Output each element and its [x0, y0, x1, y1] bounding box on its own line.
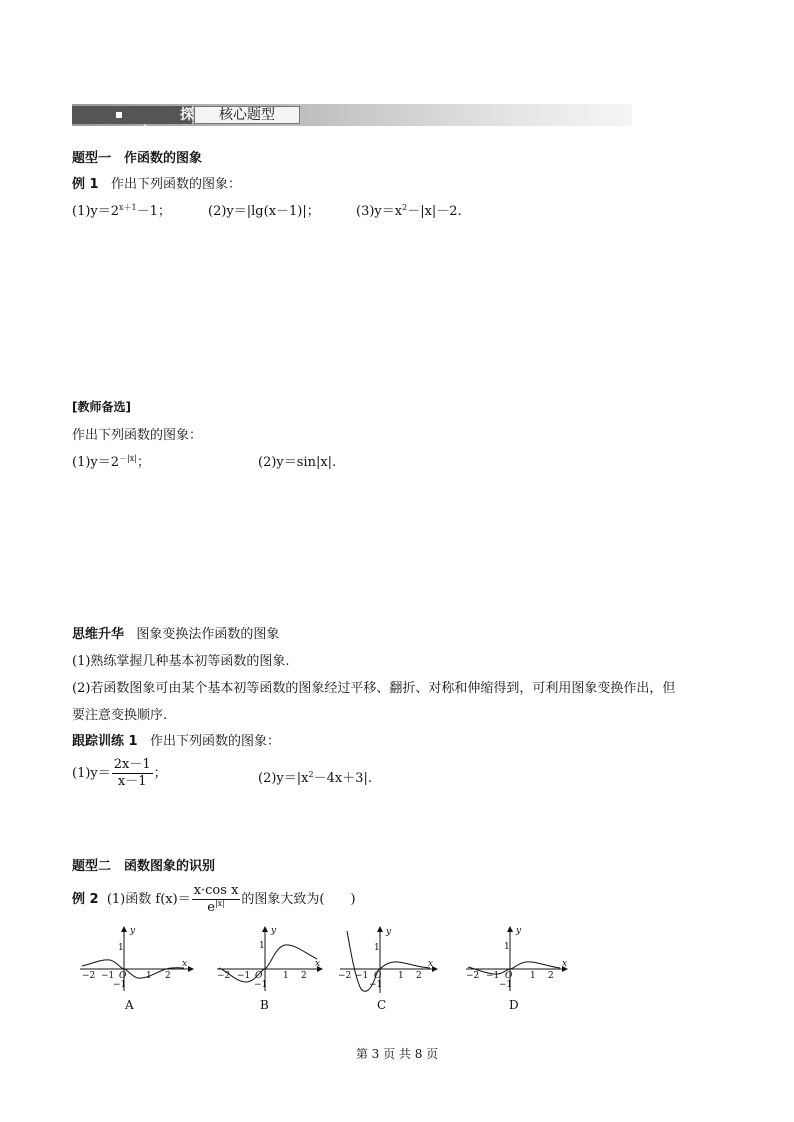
graph-d-tick-neg1-x: −1 [486, 971, 500, 981]
graph-b-origin: O [255, 971, 263, 981]
graph-d [462, 925, 574, 995]
graph-d-tick-1-x: 1 [530, 971, 536, 981]
example1-item2: (2)y＝|lg(x－1)|； [208, 204, 320, 219]
graph-b-tick-neg2: −2 [217, 971, 231, 981]
teacher-item1-base: (1)y＝2 [72, 455, 120, 470]
graph-c-tick-2: 2 [416, 971, 422, 981]
graph-c-x-label: x [428, 959, 434, 969]
example1-item3-exp: 2 [402, 203, 408, 212]
example2-numerator: x·cos x [193, 883, 239, 898]
thinking-title: 思维升华 [72, 627, 125, 642]
example1 [72, 173, 241, 192]
option-d-label: D [509, 998, 519, 1012]
example1-item1-base: (1)y＝2 [72, 204, 120, 219]
square-bullet-icon [116, 112, 122, 118]
graph-c-tick-neg2: −2 [338, 971, 352, 981]
graph-d-tick-neg1-y: −1 [499, 980, 513, 990]
graph-d-curve [468, 962, 560, 974]
graph-b-tick-1: 1 [259, 941, 265, 951]
graph-c-y-label: y [386, 927, 392, 937]
teacher-item2: (2)y＝sin|x|. [258, 455, 337, 470]
graph-d-tick-neg2: −2 [466, 971, 480, 981]
graph-a-tick-1: 1 [118, 943, 124, 953]
graph-b-tick-neg1-y: −1 [254, 980, 268, 990]
option-c-label: C [377, 998, 387, 1012]
practice-item2-pre: (2)y＝|x [258, 771, 309, 786]
graph-c-tick-1-x: 1 [398, 971, 404, 981]
example1-item1 [72, 200, 171, 219]
example1-text: 作出下列函数的图象： [110, 177, 241, 192]
example2 [72, 883, 356, 916]
graph-c-curve [347, 931, 430, 991]
graph-c-origin: O [374, 971, 382, 981]
page-footer: 第 3 页 共 8 页 [355, 1047, 439, 1061]
graph-d-tick-1: 1 [504, 942, 510, 952]
graph-d-x-label: x [562, 959, 568, 969]
example2-q-pre: (1)函数 f(x)＝ [106, 892, 191, 907]
graph-b-tick-2: 2 [301, 971, 307, 981]
example2-fraction [192, 883, 241, 916]
practice-item1-pre: (1)y＝ [72, 766, 111, 781]
thinking-heading [72, 623, 279, 642]
teacher-item1-exp: －|x| [119, 454, 137, 463]
type1-title: 题型一 作函数的图象 [72, 151, 203, 166]
thinking-subtitle: 图象变换法作函数的图象 [136, 627, 280, 642]
section-header-left-label: 探究 [138, 107, 194, 141]
graph-c [336, 925, 446, 995]
practice-item1-denominator: x－1 [117, 774, 147, 789]
graph-a-x-label: x [182, 959, 188, 969]
graph-b-tick-1-x: 1 [283, 971, 289, 981]
type2-title: 题型二 函数图象的识别 [72, 859, 216, 874]
example1-item1-tail: －1； [136, 204, 171, 219]
example2-label: 例 2 [72, 892, 99, 907]
section-header-right: 核心题型 [194, 106, 300, 124]
practice-item1 [72, 757, 167, 790]
graph-b-x-label: x [315, 959, 321, 969]
practice-title: 跟踪训练 1 [72, 734, 138, 749]
section-header-left [72, 106, 194, 141]
thinking-p2: (2)若函数图象可由某个基本初等函数的图象经过平移、翻折、对称和伸缩得到，可利用图象变换作出，但 [72, 681, 676, 696]
graph-a [76, 925, 196, 995]
graph-a-tick-neg1-x: −1 [101, 971, 115, 981]
practice-item1-fraction [112, 757, 153, 790]
example2-denominator [192, 900, 241, 916]
practice-item2-post: －4x＋3|. [313, 771, 372, 786]
practice-heading [72, 730, 280, 749]
graph-b-y-label: y [271, 926, 277, 936]
example1-label: 例 1 [72, 177, 99, 192]
example2-den-exp: |x| [214, 899, 225, 908]
graph-c-tick-1: 1 [374, 943, 380, 953]
graph-a-tick-neg2: −2 [82, 971, 96, 981]
thinking-p1: (1)熟练掌握几种基本初等函数的图象. [72, 654, 290, 669]
graph-a-y-label: y [130, 926, 136, 936]
practice-text: 作出下列函数的图象： [149, 734, 280, 749]
option-b-label: B [260, 998, 269, 1012]
example2-den-base: e [207, 900, 215, 915]
graph-a-tick-2: 2 [165, 971, 171, 981]
graph-d-y-label: y [516, 926, 522, 936]
example1-item3-tail: －|x|－2. [407, 204, 462, 219]
graph-a-tick-neg1-y: −1 [113, 980, 127, 990]
example1-item1-exp: x＋1 [119, 203, 137, 212]
graph-b [213, 925, 333, 995]
graph-d-origin: O [505, 971, 513, 981]
example1-item3 [356, 200, 462, 219]
practice-item2 [258, 767, 372, 786]
graph-b-y-arrow-icon [262, 926, 268, 932]
option-a-label: A [125, 998, 134, 1012]
graph-a-x-arrow-icon [188, 966, 194, 972]
graph-c-tick-neg1-x: −1 [355, 971, 369, 981]
graph-d-y-arrow-icon [507, 926, 513, 932]
graph-a-y-arrow-icon [121, 926, 127, 932]
graph-a-origin: O [119, 971, 127, 981]
example1-item3-base: (3)y＝x [356, 204, 403, 219]
teacher-item1 [72, 451, 150, 470]
graph-d-tick-2: 2 [548, 971, 554, 981]
practice-item1-post: ； [153, 766, 167, 781]
practice-item2-exp: 2 [308, 770, 314, 779]
teacher-item1-tail: ； [136, 455, 150, 470]
graph-b-tick-neg1-x: −1 [237, 971, 251, 981]
teacher-title: [教师备选] [72, 400, 131, 414]
teacher-text: 作出下列函数的图象： [72, 428, 203, 443]
practice-item1-numerator: 2x－1 [113, 757, 151, 772]
thinking-p3: 要注意变换顺序. [72, 708, 168, 723]
graph-c-y-arrow-icon [377, 926, 383, 932]
graph-a-tick-1-x: 1 [146, 971, 152, 981]
example2-q-post: 的图象大致为( ) [241, 892, 356, 907]
graph-c-tick-neg1-y: −1 [369, 980, 383, 990]
